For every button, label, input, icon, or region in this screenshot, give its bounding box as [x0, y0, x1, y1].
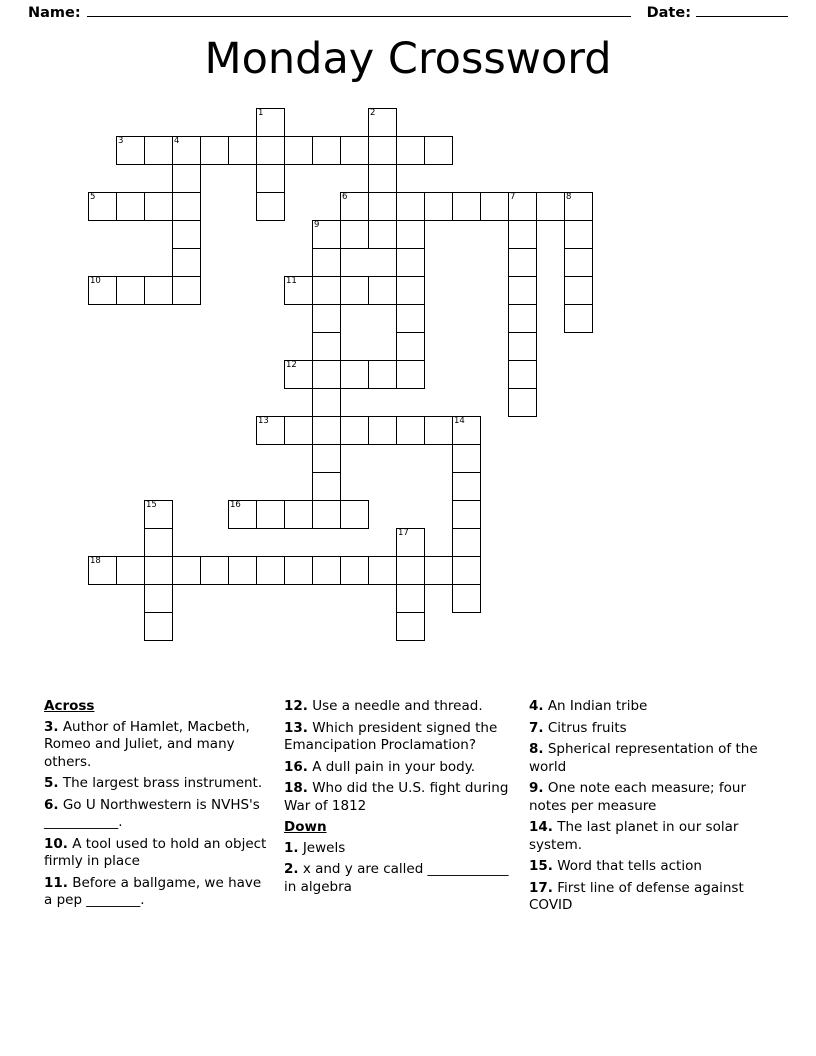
cell-number: 10: [90, 276, 101, 286]
clue-number: 6.: [44, 796, 59, 813]
crossword-cell[interactable]: [340, 416, 369, 445]
clues-column-1: [44, 698, 284, 919]
clue-down-2: [284, 861, 517, 896]
crossword-cell[interactable]: [312, 248, 341, 277]
clue-across-6: [44, 797, 272, 832]
crossword-cell[interactable]: [396, 584, 425, 613]
crossword-cell[interactable]: [368, 164, 397, 193]
crossword-cell[interactable]: [396, 556, 425, 585]
name-label: Name:: [28, 5, 81, 21]
crossword-cell[interactable]: [340, 276, 369, 305]
clue-number: 1.: [284, 839, 299, 856]
clue-number: 12.: [284, 698, 308, 714]
crossword-cell[interactable]: [340, 220, 369, 249]
clue-down-7: [529, 720, 767, 738]
crossword-cell[interactable]: [368, 416, 397, 445]
crossword-cell[interactable]: [340, 500, 369, 529]
crossword-cell[interactable]: [452, 192, 481, 221]
crossword-cell[interactable]: [452, 528, 481, 557]
clue-text: Word that tells action: [552, 858, 702, 875]
crossword-cell[interactable]: [312, 416, 341, 445]
crossword-cell[interactable]: [312, 332, 341, 361]
clue-text: The last planet in our solar system.: [529, 819, 739, 853]
crossword-cell[interactable]: [256, 164, 285, 193]
clue-text: First line of defense against COVID: [529, 879, 744, 914]
clue-across-18: [284, 780, 517, 815]
cell-number: 3: [118, 136, 124, 146]
crossword-cell[interactable]: [368, 360, 397, 389]
clue-number: 10.: [44, 835, 68, 852]
cell-number: 7: [510, 192, 516, 202]
crossword-cell[interactable]: [396, 332, 425, 361]
crossword-cell[interactable]: [172, 192, 201, 221]
crossword-cell[interactable]: [144, 556, 173, 585]
clue-text: Use a needle and thread.: [307, 698, 483, 714]
crossword-cell[interactable]: [200, 556, 229, 585]
crossword-cell-numbered[interactable]: [228, 500, 257, 529]
date-label: Date:: [646, 5, 691, 21]
cell-number: 6: [342, 192, 348, 202]
crossword-cell[interactable]: [312, 472, 341, 501]
cell-number: 1: [258, 108, 264, 118]
clue-down-1: [284, 840, 517, 858]
crossword-cell[interactable]: [480, 192, 509, 221]
crossword-cell[interactable]: [508, 304, 537, 333]
crossword-cell[interactable]: [312, 276, 341, 305]
clue-text: x and y are called ____________ in algebra: [284, 861, 509, 895]
crossword-cell[interactable]: [564, 220, 593, 249]
crossword-cell[interactable]: [396, 248, 425, 277]
crossword-cell-numbered[interactable]: [368, 108, 397, 137]
crossword-cell[interactable]: [396, 136, 425, 165]
crossword-cell-numbered[interactable]: [452, 416, 481, 445]
crossword-cell[interactable]: [172, 164, 201, 193]
crossword-cell[interactable]: [452, 444, 481, 473]
clue-number: 15.: [529, 858, 553, 875]
clue-number: 4.: [529, 698, 544, 714]
cell-number: 16: [230, 500, 241, 510]
clue-text: Go U Northwestern is NVHS's ___________.: [44, 796, 260, 831]
cell-number: 8: [566, 192, 572, 202]
clue-number: 3.: [44, 718, 59, 735]
crossword-cell[interactable]: [368, 220, 397, 249]
clue-text: Who did the U.S. fight during War of 1812: [284, 780, 509, 814]
clue-text: A dull pain in your body.: [307, 758, 476, 775]
crossword-cell[interactable]: [116, 276, 145, 305]
crossword-cell-numbered[interactable]: [340, 192, 369, 221]
clue-text: Spherical representation of the world: [529, 741, 758, 775]
crossword-cell-numbered[interactable]: [88, 192, 117, 221]
crossword-cell[interactable]: [452, 472, 481, 501]
crossword-cell[interactable]: [228, 556, 257, 585]
crossword-cell-numbered[interactable]: [284, 360, 313, 389]
clue-down-15: [529, 858, 767, 876]
clue-across-12: [284, 698, 517, 716]
crossword-cell[interactable]: [312, 556, 341, 585]
clue-text: Jewels: [298, 839, 346, 856]
crossword-cell[interactable]: [396, 220, 425, 249]
crossword-cell[interactable]: [312, 136, 341, 165]
crossword-cell[interactable]: [424, 192, 453, 221]
crossword-cell-numbered[interactable]: [88, 556, 117, 585]
cell-number: 2: [370, 108, 376, 118]
crossword-cell[interactable]: [284, 500, 313, 529]
crossword-cell[interactable]: [564, 276, 593, 305]
crossword-cell[interactable]: [508, 388, 537, 417]
clue-number: 18.: [284, 780, 308, 797]
clue-across-10: [44, 836, 272, 871]
crossword-cell[interactable]: [144, 192, 173, 221]
crossword-cell[interactable]: [144, 612, 173, 641]
clue-text: Which president signed the Emancipation Proclamation?: [284, 719, 498, 754]
cell-number: 18: [90, 556, 101, 566]
crossword-cell[interactable]: [172, 556, 201, 585]
crossword-cell[interactable]: [172, 248, 201, 277]
crossword-cell[interactable]: [312, 500, 341, 529]
crossword-cell[interactable]: [256, 500, 285, 529]
student-info-line: [28, 0, 788, 26]
crossword-cell[interactable]: [256, 192, 285, 221]
crossword-cell[interactable]: [396, 360, 425, 389]
crossword-cell[interactable]: [284, 416, 313, 445]
cell-number: 15: [146, 500, 157, 510]
crossword-cell-numbered[interactable]: [508, 192, 537, 221]
clue-number: 11.: [44, 874, 68, 891]
clue-number: 16.: [284, 758, 308, 775]
clue-text: One note each measure; four notes per measure: [529, 780, 746, 814]
clue-number: 5.: [44, 775, 59, 792]
crossword-cell[interactable]: [396, 276, 425, 305]
cell-number: 5: [90, 192, 96, 202]
crossword-cell[interactable]: [144, 584, 173, 613]
crossword-cell[interactable]: [452, 584, 481, 613]
clue-across-13: [284, 720, 517, 755]
crossword-cell[interactable]: [368, 136, 397, 165]
crossword-cell-numbered[interactable]: [564, 192, 593, 221]
crossword-cell[interactable]: [312, 360, 341, 389]
clue-text: The largest brass instrument.: [58, 775, 263, 792]
crossword-cell[interactable]: [116, 556, 145, 585]
clue-across-3: [44, 719, 272, 772]
crossword-cell-numbered[interactable]: [116, 136, 145, 165]
clue-down-14: [529, 819, 767, 854]
crossword-cell-numbered[interactable]: [88, 276, 117, 305]
crossword-cell[interactable]: [508, 248, 537, 277]
crossword-cell[interactable]: [424, 556, 453, 585]
crossword-cell[interactable]: [396, 416, 425, 445]
clue-down-9: [529, 780, 767, 815]
clue-text: An Indian tribe: [543, 698, 648, 714]
clues-column-2: [284, 698, 529, 919]
down-heading: Down: [284, 819, 327, 836]
clue-number: 8.: [529, 741, 544, 758]
crossword-cell[interactable]: [508, 220, 537, 249]
crossword-cell[interactable]: [508, 360, 537, 389]
crossword-cell[interactable]: [452, 556, 481, 585]
cell-number: 4: [174, 136, 180, 146]
crossword-cell[interactable]: [284, 556, 313, 585]
crossword-cell-numbered[interactable]: [256, 108, 285, 137]
crossword-cell-numbered[interactable]: [284, 276, 313, 305]
crossword-cell[interactable]: [312, 304, 341, 333]
crossword-cell[interactable]: [508, 276, 537, 305]
crossword-cell[interactable]: [228, 136, 257, 165]
crossword-cell[interactable]: [312, 388, 341, 417]
clue-down-17: [529, 880, 767, 915]
clue-across-11: [44, 875, 272, 910]
clue-number: 17.: [529, 879, 553, 896]
crossword-cell[interactable]: [424, 416, 453, 445]
crossword-cell[interactable]: [340, 136, 369, 165]
date-blank-line[interactable]: [696, 6, 788, 17]
crossword-cell[interactable]: [536, 192, 565, 221]
clue-text: A tool used to hold an object firmly in place: [44, 835, 267, 870]
crossword-cell[interactable]: [368, 276, 397, 305]
crossword-cell-numbered[interactable]: [396, 528, 425, 557]
crossword-cell[interactable]: [368, 192, 397, 221]
cell-number: 9: [314, 220, 320, 230]
cell-number: 14: [454, 416, 465, 426]
clue-number: 7.: [529, 719, 544, 736]
clue-down-4: [529, 698, 767, 716]
cell-number: 11: [286, 276, 297, 286]
crossword-cell-numbered[interactable]: [256, 416, 285, 445]
crossword-cell[interactable]: [284, 136, 313, 165]
clue-number: 13.: [284, 719, 308, 736]
cell-number: 13: [258, 416, 269, 426]
crossword-cell[interactable]: [200, 136, 229, 165]
crossword-cell[interactable]: [564, 248, 593, 277]
crossword-cell[interactable]: [396, 612, 425, 641]
crossword-cell[interactable]: [564, 304, 593, 333]
crossword-cell[interactable]: [396, 304, 425, 333]
crossword-cell[interactable]: [424, 136, 453, 165]
crossword-cell[interactable]: [144, 136, 173, 165]
clue-text: Author of Hamlet, Macbeth, Romeo and Juliet, and many others.: [44, 718, 250, 770]
crossword-cell[interactable]: [396, 192, 425, 221]
clue-number: 14.: [529, 819, 553, 836]
crossword-cell[interactable]: [256, 136, 285, 165]
crossword-cell[interactable]: [172, 220, 201, 249]
clue-across-5: [44, 775, 272, 793]
clue-text: Before a ballgame, we have a pep ________.: [44, 874, 262, 909]
clues-column-3: [529, 698, 779, 919]
crossword-grid-area: [0, 108, 816, 688]
cell-number: 17: [398, 528, 409, 538]
crossword-cell[interactable]: [256, 556, 285, 585]
name-blank-line[interactable]: [87, 6, 631, 17]
page-title: Monday Crossword: [204, 34, 612, 84]
crossword-cell[interactable]: [340, 360, 369, 389]
across-heading: Across: [44, 698, 95, 714]
crossword-cell[interactable]: [144, 276, 173, 305]
crossword-cell[interactable]: [312, 444, 341, 473]
clues-section: [44, 698, 784, 919]
crossword-cell[interactable]: [116, 192, 145, 221]
clue-number: 2.: [284, 861, 299, 878]
crossword-cell-numbered[interactable]: [172, 136, 201, 165]
clue-down-8: [529, 741, 767, 776]
crossword-cell-numbered[interactable]: [144, 500, 173, 529]
clue-across-16: [284, 759, 517, 777]
crossword-cell-numbered[interactable]: [312, 220, 341, 249]
cell-number: 12: [286, 360, 297, 370]
crossword-cell[interactable]: [368, 556, 397, 585]
crossword-cell[interactable]: [340, 556, 369, 585]
crossword-cell[interactable]: [172, 276, 201, 305]
clue-number: 9.: [529, 780, 544, 797]
crossword-cell[interactable]: [508, 332, 537, 361]
clue-text: Citrus fruits: [543, 719, 627, 736]
crossword-cell[interactable]: [452, 500, 481, 529]
crossword-cell[interactable]: [144, 528, 173, 557]
